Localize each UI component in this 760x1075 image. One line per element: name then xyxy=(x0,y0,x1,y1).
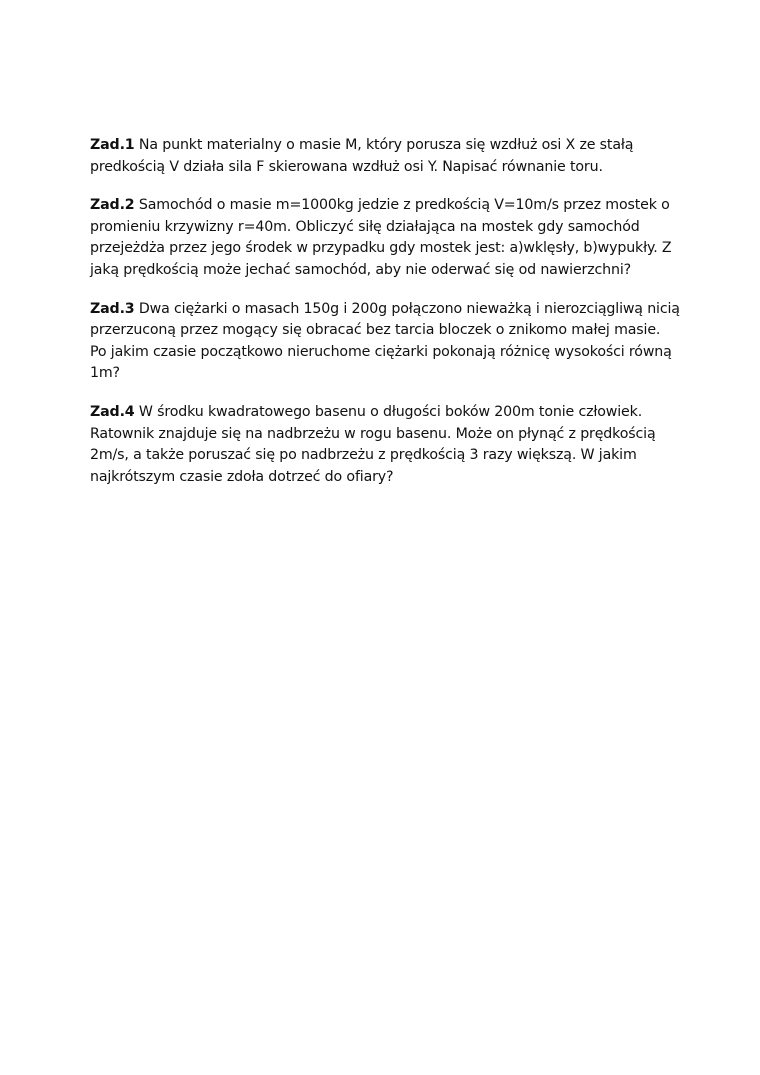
task-4 xyxy=(90,402,680,488)
task-4-text: W środku kwadratowego basenu o długości boków 200m tonie człowiek. Ratownik znajduje się na nadbrzeżu w rogu basenu. Może on płynąć z prędkością 2m/s, a także poruszać się po nadbrzeżu z prędkością 3 razy większą. W jakim najkrótszym czasie zdoła dotrzeć do ofiary? xyxy=(90,403,656,485)
task-4-label: Zad.4 xyxy=(90,403,135,420)
task-1-text: Na punkt materialny o masie M, który porusza się wzdłuż osi X ze stałą predkością V działa sila F skierowana wzdłuż osi Y. Napisać równanie toru. xyxy=(90,137,634,175)
task-2 xyxy=(90,195,680,281)
task-3-label: Zad.3 xyxy=(90,300,135,317)
task-3-text: Dwa ciężarki o masach 150g i 200g połączono nieważką i nierozciągliwą nicią przerzuconą przez mogący się obracać bez tarcia bloczek o znikomo małej masie. Po jakim czasie początkowo nieruchome ciężarki pokonają różnicę wysokości równą 1m? xyxy=(90,300,680,382)
task-3 xyxy=(90,299,680,385)
task-1 xyxy=(90,135,680,178)
task-list xyxy=(90,135,680,505)
task-2-text: Samochód o masie m=1000kg jedzie z predkością V=10m/s przez mostek o promieniu krzywizny r=40m. Obliczyć siłę działająca na mostek gdy samochód przejeżdża przez jego środek w przypadku gdy mostek jest: a)wklęsły, b)wypukły. Z jaką prędkością może jechać samochód, aby nie oderwać się od nawierzchni? xyxy=(90,197,672,278)
task-2-label: Zad.2 xyxy=(90,197,135,214)
task-1-label: Zad.1 xyxy=(90,137,135,153)
